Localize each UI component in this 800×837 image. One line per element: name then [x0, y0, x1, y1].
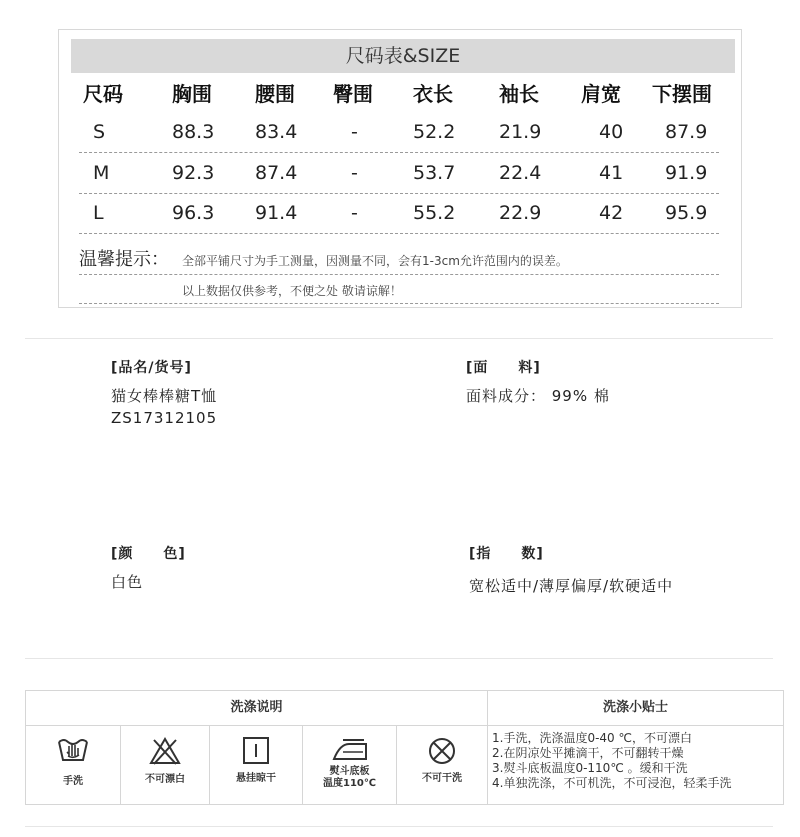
- table-cell: M: [93, 162, 110, 184]
- size-table-header: [79, 75, 719, 110]
- wash-item-hang-dry: [210, 726, 302, 804]
- wash-caption: 不可干洗: [422, 773, 462, 784]
- table-cell: 88.3: [172, 121, 215, 143]
- table-cell: -: [351, 202, 358, 224]
- fabric-value: 面料成分： 99% 棉: [466, 387, 610, 405]
- header-waist: 腰围: [255, 82, 295, 106]
- size-tip-row: [79, 240, 719, 275]
- header-length: 衣长: [413, 82, 453, 106]
- divider: [25, 338, 773, 339]
- no-bleach-icon: [148, 736, 182, 766]
- table-cell: 53.7: [413, 162, 456, 184]
- hang-dry-icon: [239, 735, 273, 767]
- iron-icon: [329, 736, 371, 764]
- color-value: 白色: [111, 573, 144, 591]
- tip-text: 以上数据仅供参考，不便之处 敬请谅解！: [182, 284, 402, 298]
- table-cell: 42: [599, 202, 624, 224]
- table-cell: 95.9: [665, 202, 708, 224]
- wash-item-no-bleach: [121, 726, 209, 804]
- hand-wash-icon: [53, 732, 93, 768]
- wash-caption: 手洗: [63, 776, 83, 787]
- table-row: [79, 153, 719, 194]
- table-cell: 52.2: [413, 121, 456, 143]
- no-dry-clean-icon: [425, 735, 459, 767]
- index-value: 宽松适中/薄厚偏厚/软硬适中: [469, 577, 674, 595]
- washing-title: 洗涤说明: [230, 700, 283, 715]
- table-cell: 92.3: [172, 162, 215, 184]
- size-table: [58, 29, 742, 308]
- table-cell: 55.2: [413, 202, 456, 224]
- tip-label: 温馨提示：: [79, 249, 169, 270]
- table-cell: 22.4: [499, 162, 542, 184]
- list-item: 4.单独洗涤，不可机洗，不可浸泡，轻柔手洗: [492, 776, 732, 790]
- list-item: 3.熨斗底板温度0-110℃ 。缓和干洗: [492, 761, 688, 775]
- washing-table: [25, 690, 784, 805]
- product-name-label: [品名/货号]: [111, 360, 192, 376]
- list-item: 2.在阴凉处平摊滴干，不可翻转干燥: [492, 746, 684, 760]
- index-label: [指 数]: [469, 546, 544, 562]
- wash-caption: 温度110℃: [323, 778, 376, 789]
- table-cell: -: [351, 162, 358, 184]
- washing-tips-list: [492, 731, 780, 791]
- header-size: 尺码: [83, 82, 123, 106]
- header-shoulder: 肩宽: [581, 82, 621, 106]
- wash-item-iron: [303, 726, 396, 804]
- table-cell: 91.9: [665, 162, 708, 184]
- header-chest: 胸围: [172, 82, 212, 106]
- table-cell: 41: [599, 162, 624, 184]
- size-tip-row: [79, 277, 719, 304]
- header-hip: 臀围: [333, 82, 373, 106]
- table-cell: 21.9: [499, 121, 542, 143]
- wash-caption: 不可漂白: [145, 774, 185, 785]
- header-hem: 下摆围: [652, 82, 712, 106]
- table-cell: L: [93, 202, 104, 224]
- size-table-title: 尺码表&SIZE: [71, 39, 735, 73]
- table-cell: 87.9: [665, 121, 708, 143]
- fabric-label: [面 料]: [466, 360, 541, 376]
- color-label: [颜 色]: [111, 546, 186, 562]
- divider: [25, 826, 773, 827]
- header-sleeve: 袖长: [499, 82, 539, 106]
- table-cell: -: [351, 121, 358, 143]
- table-cell: 87.4: [255, 162, 298, 184]
- list-item: 1.手洗，洗涤温度0-40 ℃，不可漂白: [492, 731, 692, 745]
- table-cell: 40: [599, 121, 624, 143]
- divider: [25, 658, 773, 659]
- table-row: [79, 193, 719, 234]
- wash-caption: 熨斗底板: [329, 766, 370, 777]
- table-cell: 22.9: [499, 202, 542, 224]
- wash-item-hand: [26, 726, 120, 804]
- tip-text: 全部平铺尺寸为手工测量，因测量不同，会有1-3cm允许范围内的误差。: [182, 254, 568, 268]
- wash-item-no-dry-clean: [397, 726, 487, 804]
- product-sku-value: ZS17312105: [111, 409, 218, 427]
- table-cell: S: [93, 121, 106, 143]
- table-cell: 96.3: [172, 202, 215, 224]
- wash-caption: 悬挂晾干: [236, 773, 276, 784]
- table-row: [79, 112, 719, 153]
- table-cell: 91.4: [255, 202, 298, 224]
- table-cell: 83.4: [255, 121, 298, 143]
- product-name-value: 猫女棒棒糖T恤: [111, 387, 218, 405]
- washing-tips-title: 洗涤小贴士: [602, 700, 668, 715]
